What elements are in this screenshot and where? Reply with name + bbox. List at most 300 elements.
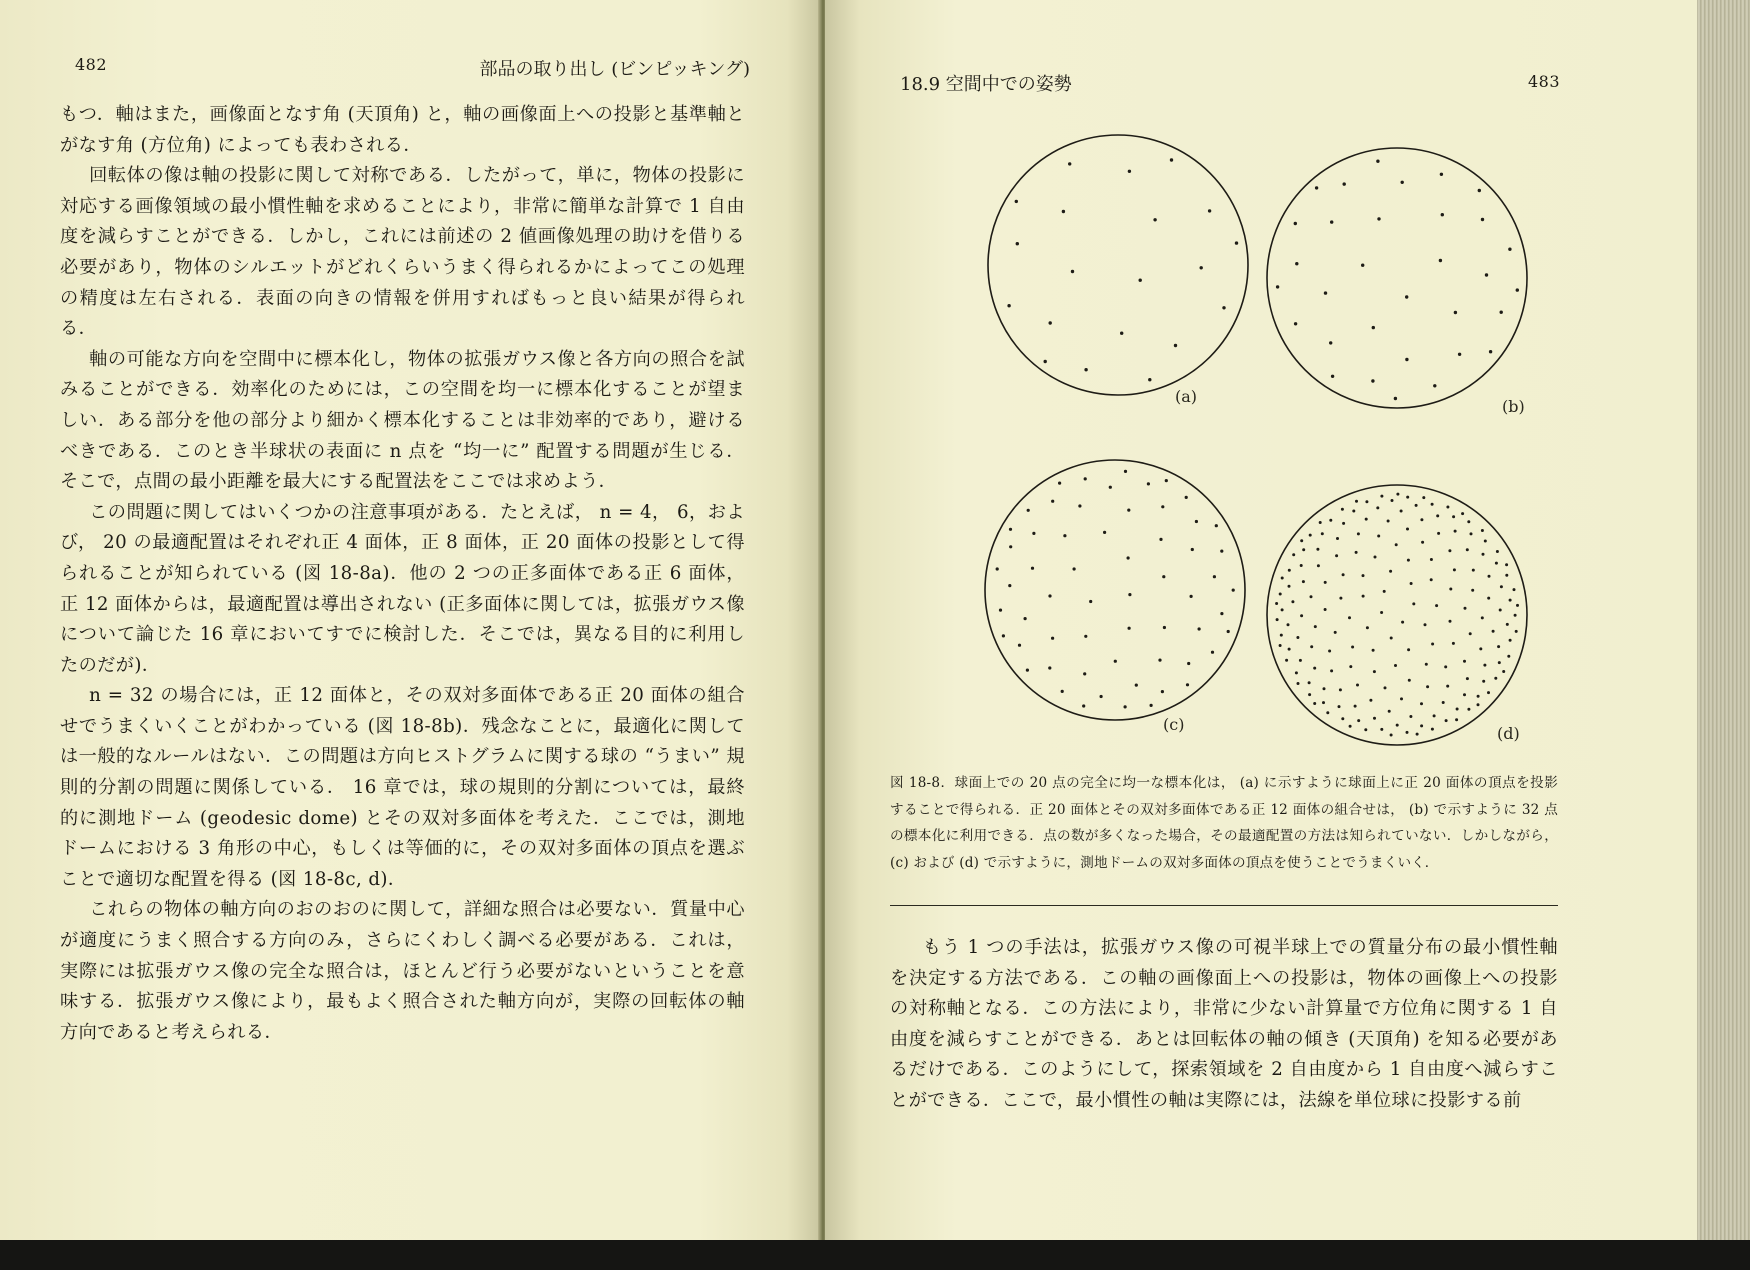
- sample-point: [1027, 509, 1030, 512]
- sample-point: [1015, 200, 1018, 203]
- sample-point: [1026, 669, 1029, 672]
- sample-point: [1458, 353, 1461, 356]
- sample-point: [1302, 580, 1305, 583]
- sample-point: [1500, 585, 1503, 588]
- sample-point: [1400, 697, 1403, 700]
- sample-point: [1024, 617, 1027, 620]
- sample-point: [1407, 648, 1410, 651]
- paragraph: 回転体の像は軸の投影に関して対称である．したがって，単に，物体の投影に対応する画像領域の最小慣性軸を求めることにより，非常に簡単な計算で 1 自由度を減らすことができる．しかし，これには前述の 2 値画像処理の助けを借りる必要があり，物体のシルエットがどれくらいうまく得られるかによってこの処理の精度は左右される．表面の向きの情報を併用すればもっと良い結果が得られる．: [60, 165, 745, 340]
- sample-point: [1466, 548, 1469, 551]
- sample-point: [1380, 495, 1383, 498]
- sample-point: [1470, 532, 1473, 535]
- sample-point: [1326, 711, 1329, 714]
- sample-point: [1336, 537, 1339, 540]
- sample-point: [1433, 384, 1436, 387]
- sample-point: [1220, 612, 1223, 615]
- sample-point: [1300, 564, 1303, 567]
- sample-point: [1487, 691, 1490, 694]
- sample-point: [1048, 594, 1051, 597]
- sample-point: [1349, 665, 1352, 668]
- sample-point: [1191, 548, 1194, 551]
- sample-point: [1227, 630, 1230, 633]
- figure-label-b: (b): [1502, 397, 1525, 416]
- sample-point: [1334, 631, 1337, 634]
- sample-point: [1505, 574, 1508, 577]
- sample-point: [1466, 677, 1469, 680]
- sample-point: [1276, 618, 1279, 621]
- sample-point: [1431, 643, 1434, 646]
- sample-point: [1485, 273, 1488, 276]
- sample-point: [1461, 512, 1464, 515]
- sample-point: [1388, 710, 1391, 713]
- figure-label-a: (a): [1175, 387, 1198, 406]
- sample-point: [1109, 486, 1112, 489]
- section-head: 18.9 空間中での姿勢: [900, 74, 1072, 95]
- sample-point: [1467, 520, 1470, 523]
- sample-point: [1452, 642, 1455, 645]
- book-page-edges: [1697, 0, 1750, 1240]
- sample-point: [1321, 532, 1324, 535]
- sample-point: [1328, 650, 1331, 653]
- sample-point: [1211, 651, 1214, 654]
- sample-point: [1275, 602, 1278, 605]
- sample-point: [1356, 684, 1359, 687]
- sample-point: [1220, 550, 1223, 553]
- paragraph: もつ．軸はまた，画像面となす角 (天頂角) と，軸の画像面上への投影と基準軸とがなす角 (方位角) によっても表わされる．: [60, 104, 745, 156]
- sample-point: [1071, 270, 1074, 273]
- sample-point: [1391, 499, 1394, 502]
- sample-point: [1315, 186, 1318, 189]
- sample-point: [1373, 717, 1376, 720]
- sample-point: [1288, 585, 1291, 588]
- sample-point: [1454, 311, 1457, 314]
- sample-point: [1153, 218, 1156, 221]
- sample-point: [1308, 693, 1311, 696]
- sample-point: [1002, 634, 1005, 637]
- sample-point: [999, 609, 1002, 612]
- sample-point: [1425, 663, 1428, 666]
- sample-point: [1285, 659, 1288, 662]
- sample-point: [1444, 665, 1447, 668]
- sample-point: [1281, 577, 1284, 580]
- sample-point: [1422, 496, 1425, 499]
- sample-point: [1342, 522, 1345, 525]
- sample-point: [1454, 530, 1457, 533]
- sample-point: [1449, 588, 1452, 591]
- sample-point: [1412, 602, 1415, 605]
- sample-point: [1288, 569, 1291, 572]
- figure-caption: 図 18-8．球面上での 20 点の完全に均一な標本化は， (a) に示すように球面上に正 20 面体の頂点を投影することで得られる．正 20 面体とその双対多面体である正 12 面体の組合せは， (b) で示すように 32 点の標本化に利用できる．点の数が多くなった場合，その最適配置の方法は知られていない．しかしながら， (c) および (d) で示すように，測地ドームの双対多面体の頂点を使うことでうまくいく．: [890, 775, 1558, 871]
- figure-18-8: [910, 130, 1550, 760]
- sample-point: [1482, 680, 1485, 683]
- sample-point: [1324, 291, 1327, 294]
- sample-point: [1395, 543, 1398, 546]
- hemisphere-outline-c: [985, 460, 1245, 720]
- sample-point: [1377, 535, 1380, 538]
- sample-point: [1343, 182, 1346, 185]
- sample-point: [1348, 616, 1351, 619]
- sample-point: [1488, 575, 1491, 578]
- sample-point: [1124, 705, 1127, 708]
- sample-point: [1009, 545, 1012, 548]
- sample-point: [1128, 627, 1131, 630]
- sample-point: [1300, 614, 1303, 617]
- sample-point: [1235, 241, 1238, 244]
- sample-point: [1355, 500, 1358, 503]
- sample-point: [1232, 589, 1235, 592]
- sample-point: [1073, 567, 1076, 570]
- sample-point: [1509, 639, 1512, 642]
- sample-point: [1200, 266, 1203, 269]
- sample-point: [1300, 539, 1303, 542]
- sample-point: [1062, 210, 1065, 213]
- sample-point: [1078, 504, 1081, 507]
- sample-point: [1016, 242, 1019, 245]
- sample-point: [1420, 724, 1423, 727]
- sample-point: [1406, 496, 1409, 499]
- sample-point: [1316, 548, 1319, 551]
- sample-point: [1496, 550, 1499, 553]
- sample-point: [1292, 553, 1295, 556]
- sample-point: [1089, 600, 1092, 603]
- sample-point: [1128, 593, 1131, 596]
- sample-point: [1324, 608, 1327, 611]
- sample-point: [1440, 173, 1443, 176]
- sample-point: [1127, 509, 1130, 512]
- sample-point: [1084, 477, 1087, 480]
- sample-point: [1508, 248, 1511, 251]
- sample-point: [1469, 632, 1472, 635]
- sample-point: [1383, 590, 1386, 593]
- sample-point: [1295, 262, 1298, 265]
- left-body-text: [60, 100, 745, 1048]
- sample-point: [996, 567, 999, 570]
- sample-point: [1310, 645, 1313, 648]
- sample-point: [1044, 360, 1047, 363]
- sample-point: [1430, 558, 1433, 561]
- left-header: [75, 55, 750, 85]
- sample-point: [1394, 397, 1397, 400]
- sample-point: [1357, 532, 1360, 535]
- sample-point: [1083, 672, 1086, 675]
- sample-point: [1477, 695, 1480, 698]
- sample-point: [1396, 724, 1399, 727]
- sample-point: [1471, 589, 1474, 592]
- sample-point: [1498, 661, 1501, 664]
- sample-point: [1355, 551, 1358, 554]
- sample-point: [1308, 681, 1311, 684]
- sample-point: [1365, 500, 1368, 503]
- sample-point: [1407, 559, 1410, 562]
- sample-point: [1409, 715, 1412, 718]
- sample-point: [1124, 470, 1127, 473]
- sample-point: [1467, 708, 1470, 711]
- sample-point: [1390, 734, 1393, 737]
- sample-point: [1482, 553, 1485, 556]
- sample-point: [1135, 684, 1138, 687]
- sample-point: [1373, 670, 1376, 673]
- sample-point: [1489, 350, 1492, 353]
- sample-point: [1481, 218, 1484, 221]
- sample-point: [1352, 510, 1355, 513]
- sample-point: [1380, 728, 1383, 731]
- sample-points-a: [1007, 158, 1238, 381]
- sample-point: [1120, 332, 1123, 335]
- sample-point: [1299, 659, 1302, 662]
- sample-point: [1339, 597, 1342, 600]
- sample-point: [1323, 687, 1326, 690]
- sample-point: [1313, 702, 1316, 705]
- sample-point: [1063, 534, 1066, 537]
- sample-point: [1494, 677, 1497, 680]
- hemisphere-outline-a: [988, 135, 1248, 395]
- sample-point: [1341, 717, 1344, 720]
- sample-point: [1448, 549, 1451, 552]
- sample-point: [1128, 170, 1131, 173]
- sample-point: [1478, 189, 1481, 192]
- sample-point: [1442, 701, 1445, 704]
- sample-point: [1049, 321, 1052, 324]
- sample-point: [1009, 528, 1012, 531]
- right-header: [900, 70, 1560, 100]
- sample-point: [1441, 213, 1444, 216]
- right-body-text: [890, 933, 1558, 1117]
- hemisphere-outline-d: [1267, 485, 1527, 745]
- sample-point: [1384, 686, 1387, 689]
- sample-point: [1400, 510, 1403, 513]
- sample-point: [1287, 623, 1290, 626]
- sample-point: [1506, 623, 1509, 626]
- sample-point: [1515, 630, 1518, 633]
- sample-point: [1455, 718, 1458, 721]
- sample-point: [1319, 521, 1322, 524]
- sample-point: [1445, 719, 1448, 722]
- sample-point: [1464, 607, 1467, 610]
- sample-point: [1335, 554, 1338, 557]
- sample-point: [1477, 703, 1480, 706]
- sample-point: [1484, 540, 1487, 543]
- sample-point: [1389, 570, 1392, 573]
- sample-point: [1456, 708, 1459, 711]
- sample-point: [1310, 595, 1313, 598]
- sample-point: [1406, 731, 1409, 734]
- sample-point: [1366, 626, 1369, 629]
- sample-point: [1317, 564, 1320, 567]
- sample-point: [1499, 609, 1502, 612]
- hemisphere-outline-b: [1267, 148, 1527, 408]
- sample-point: [1159, 538, 1162, 541]
- sample-point: [1084, 635, 1087, 638]
- paragraph: 軸の可能な方向を空間中に標本化し，物体の拡張ガウス像と各方向の照合を試みることができる．効率化のためには，この空間を均一に標本化することが望ましい．ある部分を他の部分より細かく標本化することは非効率的であり，避けるべきである．このとき半球状の表面に n 点を “均一に” 配置する問題が生じる．そこで，点間の最小距離を最大にする配置法をここでは求めよう．: [60, 348, 745, 493]
- sample-point: [1497, 645, 1500, 648]
- sample-point: [1208, 209, 1211, 212]
- sample-point: [1031, 567, 1034, 570]
- sample-point: [1365, 518, 1368, 521]
- sample-point: [1410, 582, 1413, 585]
- sample-point: [1147, 482, 1150, 485]
- sample-point: [1487, 597, 1490, 600]
- sample-point: [1222, 306, 1225, 309]
- sample-point: [1341, 508, 1344, 511]
- sample-point: [1296, 636, 1299, 639]
- sample-point: [1380, 611, 1383, 614]
- sample-point: [1446, 685, 1449, 688]
- sample-point: [1396, 493, 1399, 496]
- sample-point: [1309, 534, 1312, 537]
- sample-point: [1190, 595, 1193, 598]
- paragraph: もう 1 つの手法は，拡張ガウス像の可視半球上での質量分布の最小慣性軸を決定する方法である．この軸の画像面上への投影は，物体の画像上への投影の対称軸となる．この方法により，非常に少ない計算量で方位角に関する 1 自由度を減らすことができる．あとは回転体の軸の傾き (天頂角) を知る必要があるだけである．このようにして，探索領域を 2 自由度から 1 自由度へ減らすことができる．ここで，最小慣性の軸は実際には，法線を単位球に投影する前: [890, 937, 1558, 1111]
- panel-d: [1267, 485, 1527, 745]
- sample-point: [1369, 699, 1372, 702]
- sample-point: [1421, 541, 1424, 544]
- sample-point: [1376, 160, 1379, 163]
- sample-point: [1354, 705, 1357, 708]
- sample-point: [1294, 322, 1297, 325]
- sample-point: [1007, 304, 1010, 307]
- sample-point: [1364, 728, 1367, 731]
- sample-point: [1061, 690, 1064, 693]
- sample-point: [1362, 595, 1365, 598]
- sample-point: [1433, 714, 1436, 717]
- sample-point: [1302, 548, 1305, 551]
- panel-a: [988, 135, 1248, 406]
- sample-point: [1084, 368, 1087, 371]
- sample-point: [1148, 378, 1151, 381]
- sample-point: [1401, 181, 1404, 184]
- sample-point: [1139, 279, 1142, 282]
- sample-point: [1406, 528, 1409, 531]
- sample-point: [1394, 664, 1397, 667]
- figure-label-c: (c): [1163, 715, 1185, 734]
- sample-point: [1408, 679, 1411, 682]
- sample-point: [1416, 733, 1419, 736]
- paragraph: n = 32 の場合には，正 12 面体と，その双対多面体である正 20 面体の組合せでうまくいくことがわかっている (図 18-8b)．残念なことに，最適化に関しては一般的なルールはない．この問題は方向ヒストグラムに関する球の “うまい” 規則的分割の問題に関係している． 16 章では，球の規則的分割については，最終的に測地ドーム (geodesic dome) とその双対多面体を考えた．ここでは，測地ドームにおける 3 角形の中心，もしくは等価的に，その双対多面体の頂点を選ぶことで適切な配置を得る (図 18-8c, d)．: [60, 685, 745, 890]
- sample-point: [1436, 514, 1439, 517]
- sample-point: [1051, 500, 1054, 503]
- sample-point: [1018, 644, 1021, 647]
- sample-point: [1481, 529, 1484, 532]
- sample-point: [1481, 616, 1484, 619]
- sample-point: [1163, 626, 1166, 629]
- sample-point: [1390, 637, 1393, 640]
- sample-point: [1437, 532, 1440, 535]
- sample-point: [1500, 311, 1503, 314]
- sample-point: [1331, 375, 1334, 378]
- sample-point: [1415, 504, 1418, 507]
- sample-point: [1288, 648, 1291, 651]
- sample-point: [1330, 669, 1333, 672]
- sample-point: [1295, 671, 1298, 674]
- sample-point: [1281, 608, 1284, 611]
- sample-point: [1377, 217, 1380, 220]
- sample-point: [1294, 222, 1297, 225]
- sample-point: [1324, 581, 1327, 584]
- sample-point: [1103, 531, 1106, 534]
- sample-points-d: [1275, 493, 1519, 737]
- sample-point: [1430, 578, 1433, 581]
- panel-b: [1267, 148, 1527, 416]
- page-number-right: 483: [1527, 72, 1560, 91]
- sample-point: [1048, 666, 1051, 669]
- sample-point: [1420, 702, 1423, 705]
- sample-point: [1215, 524, 1218, 527]
- sample-point: [1051, 637, 1054, 640]
- sample-point: [1329, 519, 1332, 522]
- figure-label-d: (d): [1497, 724, 1520, 743]
- sample-point: [1439, 259, 1442, 262]
- left-page: [0, 0, 820, 1240]
- running-head: 部品の取り出し (ビンピッキング): [479, 59, 750, 80]
- sample-point: [1401, 621, 1404, 624]
- paragraph: これらの物体の軸方向のおのおのに関して，詳細な照合は必要ない．質量中心が適度にうまく照合する方向のみ，さらにくわしく調べる必要がある．これは，実際には拡張ガウス像の完全な照合は，ほとんど行う必要がないということを意味する．拡張ガウス像により，最もよく照合された軸方向が，実際の回転体の軸方向であると考えられる．: [60, 899, 745, 1043]
- sample-point: [1150, 704, 1153, 707]
- sample-point: [1449, 620, 1452, 623]
- sample-point: [1082, 704, 1085, 707]
- sample-point: [1291, 600, 1294, 603]
- caption-divider: [890, 905, 1558, 906]
- sample-point: [1198, 627, 1201, 630]
- sample-point: [1362, 574, 1365, 577]
- sample-point: [1514, 614, 1517, 617]
- sample-points-b: [1276, 160, 1519, 401]
- sample-point: [1483, 664, 1486, 667]
- sample-point: [1276, 285, 1279, 288]
- sample-point: [1357, 719, 1360, 722]
- sample-point: [1472, 569, 1475, 572]
- sample-point: [1339, 688, 1342, 691]
- sample-point: [1322, 701, 1325, 704]
- sample-point: [1313, 667, 1316, 670]
- sample-point: [1329, 341, 1332, 344]
- sample-point: [1424, 623, 1427, 626]
- panel-c: [985, 460, 1245, 734]
- sample-point: [1161, 505, 1164, 508]
- sample-point: [1314, 625, 1317, 628]
- sample-point: [1127, 556, 1130, 559]
- page-number-left: 482: [75, 55, 108, 74]
- sample-point: [1165, 479, 1168, 482]
- sample-point: [1342, 573, 1345, 576]
- sample-point: [1280, 634, 1283, 637]
- sample-point: [1158, 659, 1161, 662]
- sample-point: [1371, 379, 1374, 382]
- sample-point: [1507, 655, 1510, 658]
- sample-point: [1513, 588, 1516, 591]
- sample-point: [1068, 162, 1071, 165]
- sample-point: [1162, 575, 1165, 578]
- sample-point: [1387, 520, 1390, 523]
- sample-point: [1516, 604, 1519, 607]
- sample-point: [1492, 630, 1495, 633]
- sample-point: [1213, 575, 1216, 578]
- sample-point: [1186, 683, 1189, 686]
- sample-point: [1100, 695, 1103, 698]
- sample-point: [1502, 670, 1505, 673]
- sample-point: [1420, 518, 1423, 521]
- sample-point: [1279, 644, 1282, 647]
- sample-point: [1008, 584, 1011, 587]
- sample-point: [1297, 682, 1300, 685]
- sample-point: [1435, 604, 1438, 607]
- sample-point: [1376, 506, 1379, 509]
- sample-point: [1170, 158, 1173, 161]
- sample-point: [1058, 482, 1061, 485]
- sample-point: [1426, 685, 1429, 688]
- sample-point: [1463, 660, 1466, 663]
- paragraph: この問題に関してはいくつかの注意事項がある．たとえば， n = 4， 6，および， 20 の最適配置はそれぞれ正 4 面体，正 8 面体，正 20 面体の投影として得られることが知られている (図 18-8a)．他の 2 つの正多面体である正 6 面体，正 12 面体からは，最適配置は導出されない (正多面体に関しては，拡張ガウス像について論じた 16 章においてすでに検討した．そこでは，異なる目的に利用したのだが)．: [60, 501, 745, 676]
- sample-point: [1195, 520, 1198, 523]
- sample-point: [1446, 506, 1449, 509]
